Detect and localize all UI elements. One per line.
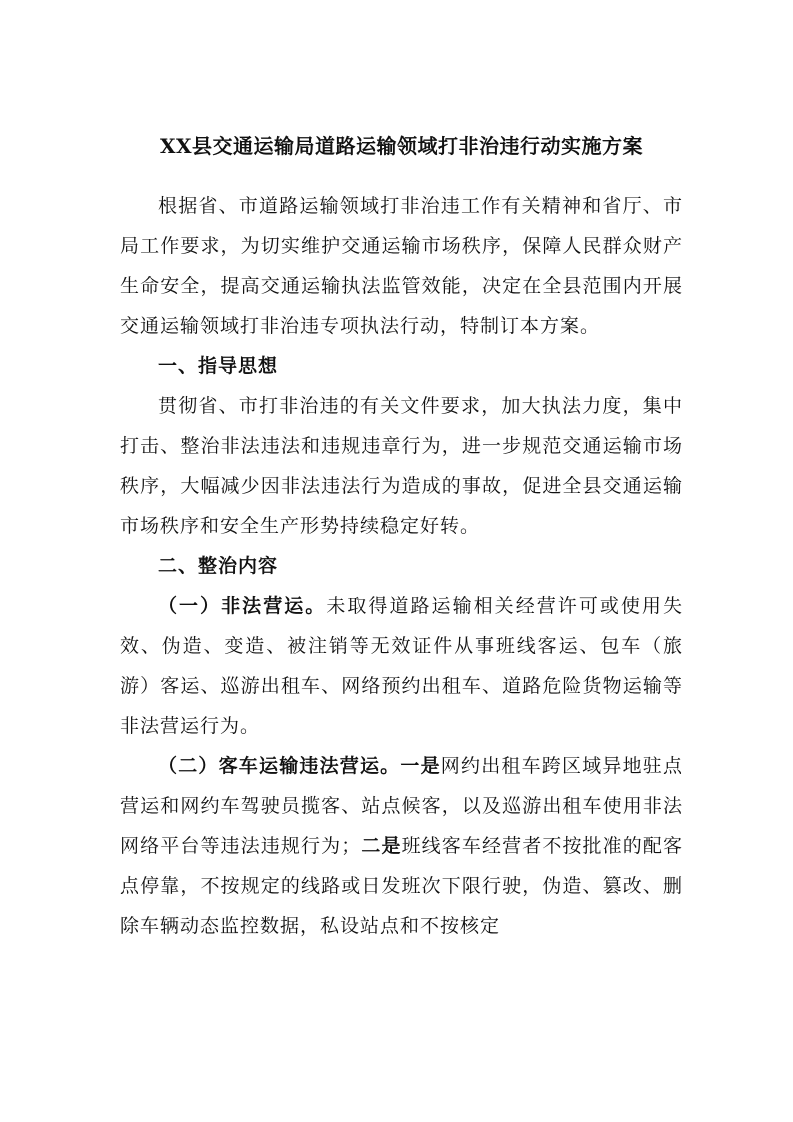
intro-paragraph: 根据省、市道路运输领域打非治违工作有关精神和省厅、市局工作要求，为切实维护交通运输市场秩序，保障人民群众财产生命安全，提高交通运输执法监管效能，决定在全县范围内开展交通运输领域打非治违专项执法行动，特制订本方案。 [120,195,683,337]
item-passenger-transport-marker-1: 一是 [400,755,441,777]
section-heading-guiding-ideology: 一、指导思想 [158,355,279,377]
section-heading-rectification-content: 二、整治内容 [158,555,279,577]
item-passenger-transport-lead: （二）客车运输违法营运。 [158,755,401,777]
item-passenger-transport-marker-2: 二是 [361,835,402,857]
item-passenger-transport-violation [120,746,683,946]
guiding-ideology-paragraph: 贯彻省、市打非治违的有关文件要求，加大执法力度，集中打击、整治非法违法和违规违章行为，进一步规范交通运输市场秩序，大幅减少因非法违法行为造成的事故，促进全县交通运输市场秩序和安全生产形势持续稳定好转。 [120,395,683,537]
item-passenger-transport-part-2: 班线客车经营者不按批准的配客点停靠，不按规定的线路或日发班次下限行驶，伪造、篡改、删除车辆动态监控数据，私设站点和不按核定 [120,835,683,937]
item-illegal-operation-lead: （一）非法营运。 [158,595,327,617]
document-title: XX县交通运输局道路运输领域打非治违行动实施方案 [159,134,644,158]
item-illegal-operation-body: 未取得道路运输相关经营许可或使用失效、伪造、变造、被注销等无效证件从事班线客运、包车（旅游）客运、巡游出租车、网络预约出租车、道路危险货物运输等非法营运行为。 [120,595,683,737]
item-passenger-transport-part-1: 网约出租车跨区域异地驻点营运和网约车驾驶员揽客、站点候客，以及巡游出租车使用非法网络平台等违法违规行为； [120,755,683,857]
item-illegal-operation [120,586,683,746]
